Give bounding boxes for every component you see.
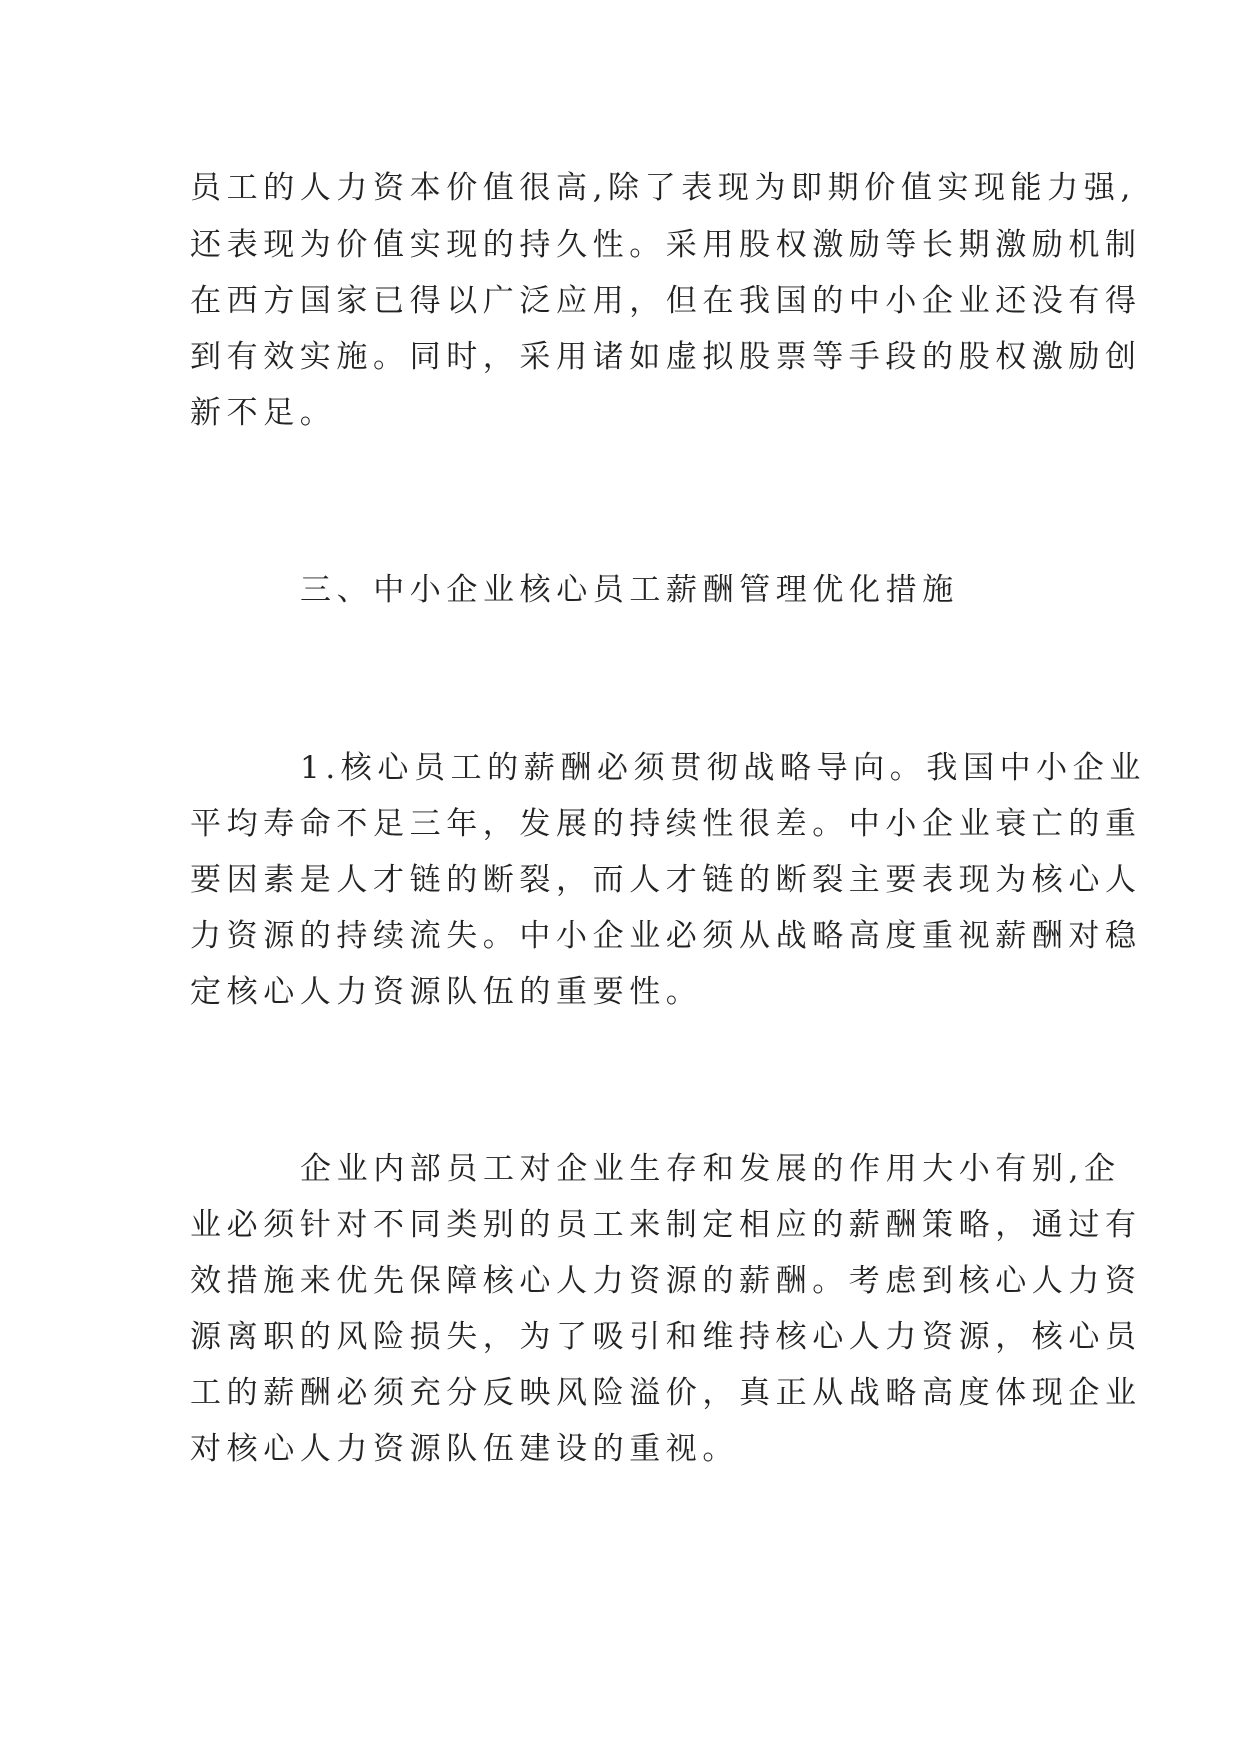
text-line: 员工的人力资本价值很高,除了表现为即期价值实现能力强, xyxy=(190,170,1136,206)
text-line: 力资源的持续流失。中小企业必须从战略高度重视薪酬对稳 xyxy=(190,918,1142,954)
text-line: 定核心人力资源队伍的重要性。 xyxy=(190,974,703,1010)
text-line: 在西方国家已得以广泛应用，但在我国的中小企业还没有得 xyxy=(190,283,1142,319)
text-line: 对核心人力资源队伍建设的重视。 xyxy=(190,1431,739,1467)
text-line: 源离职的风险损失，为了吸引和维持核心人力资源，核心员 xyxy=(190,1319,1142,1355)
text-line: 工的薪酬必须充分反映风险溢价，真正从战略高度体现企业 xyxy=(190,1375,1142,1411)
text-line: 1.核心员工的薪酬必须贯彻战略导向。我国中小企业 xyxy=(300,750,1146,786)
text-line: 效措施来优先保障核心人力资源的薪酬。考虑到核心人力资 xyxy=(190,1263,1142,1299)
text-line: 要因素是人才链的断裂，而人才链的断裂主要表现为核心人 xyxy=(190,862,1142,898)
text-line: 企业内部员工对企业生存和发展的作用大小有别,企 xyxy=(300,1151,1121,1187)
text-line: 到有效实施。同时，采用诸如虚拟股票等手段的股权激励创 xyxy=(190,339,1142,375)
text-line: 新不足。 xyxy=(190,395,337,431)
section-heading: 三、中小企业核心员工薪酬管理优化措施 xyxy=(300,572,959,608)
text-line: 平均寿命不足三年，发展的持续性很差。中小企业衰亡的重 xyxy=(190,806,1142,842)
text-line: 业必须针对不同类别的员工来制定相应的薪酬策略，通过有 xyxy=(190,1207,1142,1243)
text-line: 还表现为价值实现的持久性。采用股权激励等长期激励机制 xyxy=(190,227,1142,263)
